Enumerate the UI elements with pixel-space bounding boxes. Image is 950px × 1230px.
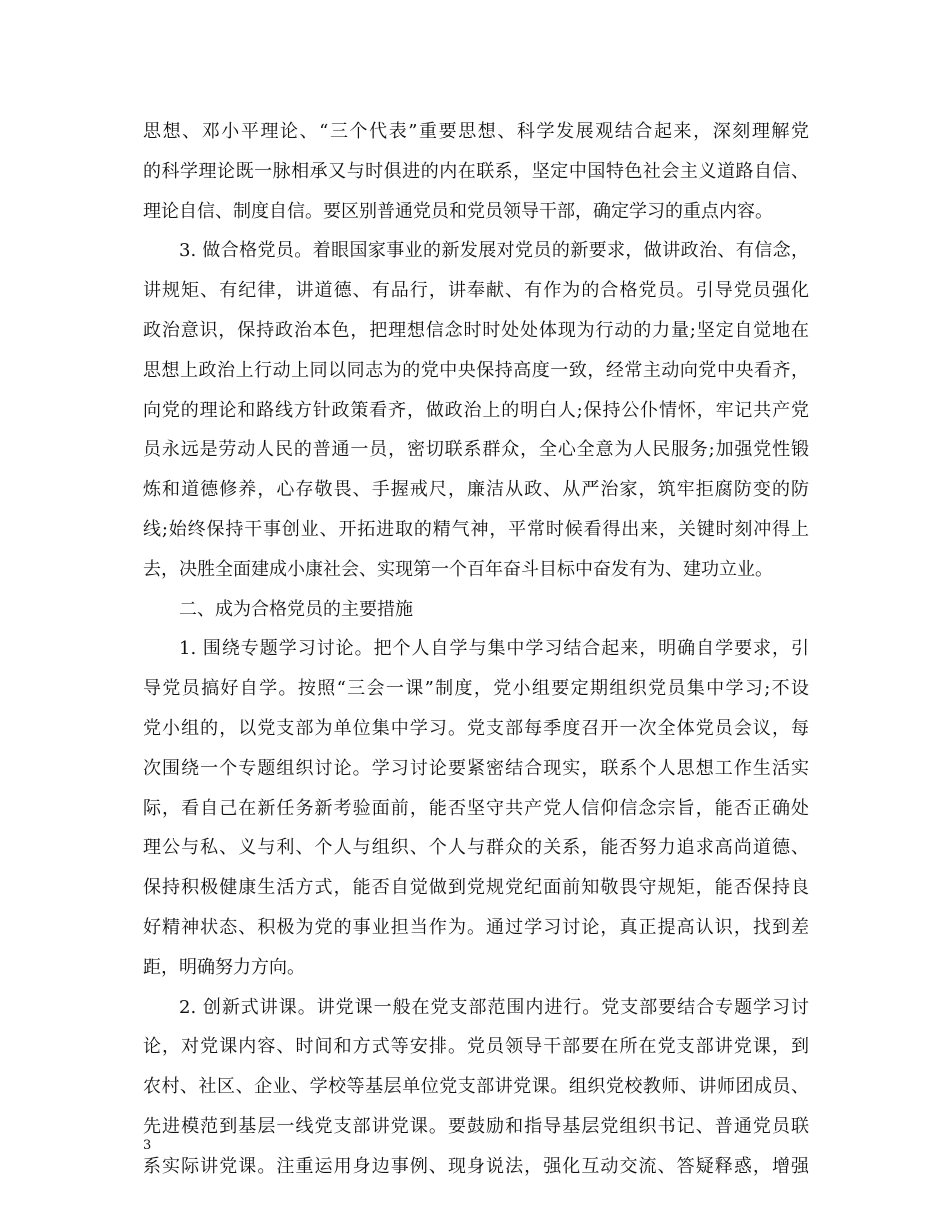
text-line: 论，对党课内容、时间和方式等安排。党员领导干部要在所在党支部讲党课，到 — [143, 1036, 809, 1058]
text-line: 先进模范到基层一线党支部讲党课。要鼓励和指导基层党组织书记、普通党员联 — [143, 1115, 809, 1137]
text-line: 农村、社区、企业、学校等基层单位党支部讲党课。组织党校教师、讲师团成员、 — [143, 1076, 809, 1098]
text-line: 次围绕一个专题组织讨论。学习讨论要紧密结合现实，联系个人思想工作生活实 — [143, 757, 809, 779]
text-line: 2. 创新式讲课。讲党课一般在党支部范围内进行。党支部要结合专题学习讨 — [179, 996, 809, 1018]
text-line: 系实际讲党课。注重运用身边事例、现身说法，强化互动交流、答疑释惑，增强 — [143, 1155, 809, 1177]
text-line: 思想上政治上行动上同以同志为的党中央保持高度一致，经常主动向党中央看齐， — [143, 359, 809, 381]
text-line: 导党员搞好自学。按照“三会一课”制度，党小组要定期组织党员集中学习;不设 — [143, 678, 809, 700]
text-line: 政治意识，保持政治本色，把理想信念时时处处体现为行动的力量;坚定自觉地在 — [143, 319, 809, 341]
text-line: 的科学理论既一脉相承又与时俱进的内在联系，坚定中国特色社会主义道路自信、 — [143, 160, 809, 182]
text-line: 理论自信、制度自信。要区别普通党员和党员领导干部，确定学习的重点内容。 — [143, 200, 773, 222]
text-line: 好精神状态、积极为党的事业担当作为。通过学习讨论，真正提高认识，找到差 — [143, 916, 809, 938]
text-line: 距，明确努力方向。 — [143, 956, 305, 978]
page-number: 3 — [143, 1138, 152, 1153]
text-line: 保持积极健康生活方式，能否自觉做到党规党纪面前知敬畏守规矩，能否保持良 — [143, 877, 809, 899]
text-line: 际，看自己在新任务新考验面前，能否坚守共产党人信仰信念宗旨，能否正确处 — [143, 797, 809, 819]
text-line: 线;始终保持干事创业、开拓进取的精气神，平常时候看得出来，关键时刻冲得上 — [143, 518, 809, 540]
text-line: 1. 围绕专题学习讨论。把个人自学与集中学习结合起来，明确自学要求，引 — [179, 638, 809, 660]
text-line: 3. 做合格党员。着眼国家事业的新发展对党员的新要求，做讲政治、有信念， — [179, 240, 809, 262]
text-line: 炼和道德修养，心存敬畏、手握戒尺，廉洁从政、从严治家，筑牢拒腐防变的防 — [143, 479, 809, 501]
text-line: 员永远是劳动人民的普通一员，密切联系群众，全心全意为人民服务;加强党性锻 — [143, 439, 809, 461]
text-line: 去，决胜全面建成小康社会、实现第一个百年奋斗目标中奋发有为、建功立业。 — [143, 558, 773, 580]
text-line: 讲规矩、有纪律，讲道德、有品行，讲奉献、有作为的合格党员。引导党员强化 — [143, 280, 809, 302]
section-heading: 二、成为合格党员的主要措施 — [179, 598, 413, 620]
text-line: 党小组的，以党支部为单位集中学习。党支部每季度召开一次全体党员会议，每 — [143, 717, 809, 739]
text-line: 理公与私、义与利、个人与组织、个人与群众的关系，能否努力追求高尚道德、 — [143, 837, 809, 859]
text-line: 思想、邓小平理论、“三个代表”重要思想、科学发展观结合起来，深刻理解党 — [143, 121, 809, 142]
body-text — [143, 112, 809, 1187]
text-line: 向党的理论和路线方针政策看齐，做政治上的明白人;保持公仆情怀，牢记共产党 — [143, 399, 809, 421]
